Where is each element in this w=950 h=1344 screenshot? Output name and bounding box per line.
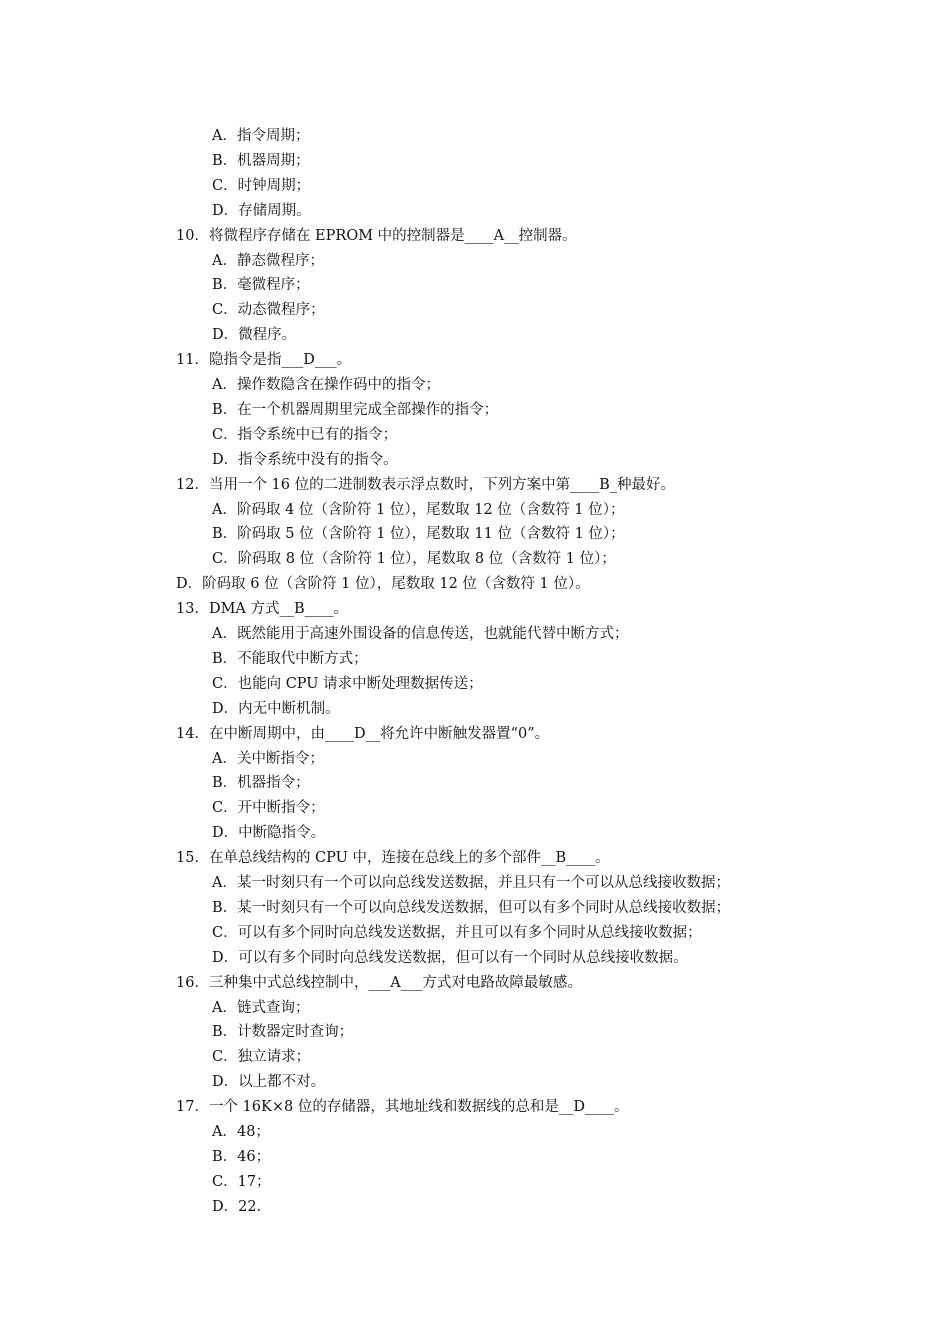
answer-option: D．指令系统中没有的指令。: [212, 452, 398, 468]
answer-option: D．微程序。: [212, 327, 297, 343]
answer-option: D．中断隐指令。: [212, 825, 326, 841]
answer-option: C．也能向 CPU 请求中断处理数据传送；: [212, 676, 483, 692]
answer-option: B．阶码取 5 位（含阶符 1 位），尾数取 11 位（含数符 1 位）；: [212, 526, 625, 542]
answer-option: C．动态微程序；: [212, 302, 325, 318]
answer-option: A．48；: [212, 1124, 270, 1140]
answer-option: D．内无中断机制。: [212, 701, 340, 717]
answer-option: A．阶码取 4 位（含阶符 1 位），尾数取 12 位（含数符 1 位）；: [212, 502, 625, 518]
answer-option: D．可以有多个同时向总线发送数据，但可以有一个同时从总线接收数据。: [212, 950, 688, 966]
answer-option: B．不能取代中断方式；: [212, 651, 368, 667]
answer-option: C．独立请求；: [212, 1049, 311, 1065]
question-stem: 17．一个 16K×8 位的存储器，其地址线和数据线的总和是__D____。: [176, 1099, 629, 1115]
answer-option: A．关中断指令；: [212, 751, 324, 767]
question-stem: 11．隐指令是指___D___。: [176, 352, 352, 368]
answer-option: D．22．: [212, 1199, 272, 1215]
answer-option: B．机器周期；: [212, 153, 310, 169]
answer-option: C．指令系统中已有的指令；: [212, 427, 398, 443]
answer-option: C．17；: [212, 1174, 271, 1190]
answer-option: A．链式查询；: [212, 1000, 310, 1016]
answer-option: B．毫微程序；: [212, 277, 310, 293]
answer-option: D．存储周期。: [212, 203, 311, 219]
question-stem: 12．当用一个 16 位的二进制数表示浮点数时，下列方案中第____B_种最好。: [176, 477, 676, 493]
question-stem: 10．将微程序存储在 EPROM 中的控制器是____A__控制器。: [176, 228, 577, 244]
question-stem: 14．在中断周期中，由____D__将允许中断触发器置“0”。: [176, 726, 550, 742]
question-stem: 16．三种集中式总线控制中，___A___方式对电路故障最敏感。: [176, 975, 582, 991]
answer-option: C．开中断指令；: [212, 800, 325, 816]
answer-option: B．机器指令；: [212, 775, 310, 791]
answer-option: B．计数器定时查询；: [212, 1024, 354, 1040]
answer-option: A．操作数隐含在操作码中的指令；: [212, 377, 440, 393]
answer-option: A．静态微程序；: [212, 253, 324, 269]
answer-option: C．可以有多个同时向总线发送数据，并且可以有多个同时从总线接收数据；: [212, 925, 702, 941]
answer-option: B．某一时刻只有一个可以向总线发送数据，但可以有多个同时从总线接收数据；: [212, 900, 731, 916]
answer-option: A．某一时刻只有一个可以向总线发送数据，并且只有一个可以从总线接收数据；: [212, 875, 730, 891]
answer-option: C．阶码取 8 位（含阶符 1 位），尾数取 8 位（含数符 1 位）；: [212, 551, 616, 567]
answer-option: A．既然能用于高速外围设备的信息传送，也就能代替中断方式；: [212, 626, 629, 642]
question-stem: 15．在单总线结构的 CPU 中，连接在总线上的多个部件__B____。: [176, 850, 610, 866]
answer-option: B．46；: [212, 1149, 271, 1165]
answer-option: D．阶码取 6 位（含阶符 1 位），尾数取 12 位（含数符 1 位）。: [176, 576, 590, 592]
answer-option: A．指令周期；: [212, 128, 310, 144]
question-stem: 13．DMA 方式__B____。: [176, 601, 349, 617]
answer-option: C．时钟周期；: [212, 178, 311, 194]
answer-option: B．在一个机器周期里完成全部操作的指令；: [212, 402, 499, 418]
answer-option: D．以上都不对。: [212, 1074, 326, 1090]
